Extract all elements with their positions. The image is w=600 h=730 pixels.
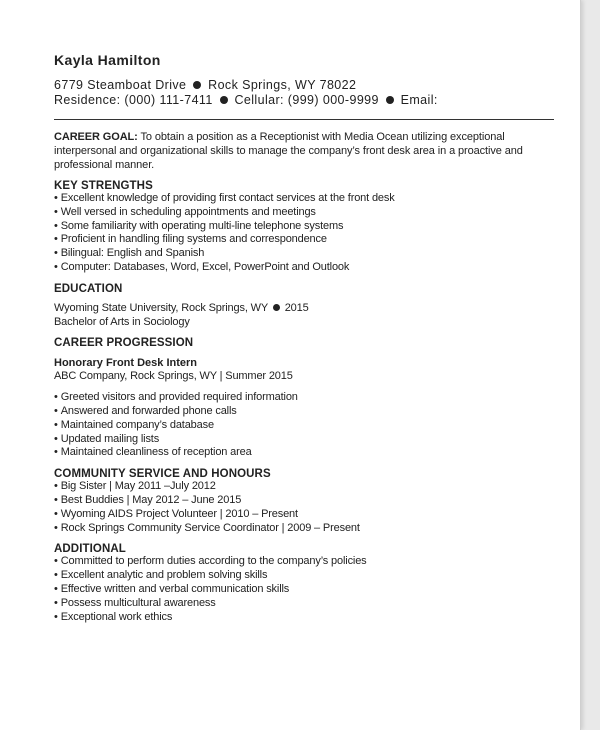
list-item: • Rock Springs Community Service Coordinator | 2009 – Present: [54, 521, 360, 534]
list-item: • Maintained company’s database: [54, 418, 214, 431]
address: 6779 Steamboat Drive: [54, 78, 187, 92]
key-strengths-heading: KEY STRENGTHS: [54, 180, 153, 192]
list-item: • Committed to perform duties according to the company’s policies: [54, 555, 367, 568]
career-progression-list: [54, 391, 554, 460]
list-item: • Exceptional work ethics: [54, 610, 173, 623]
list-item: • Greeted visitors and provided required information: [54, 391, 298, 404]
job-meta: ABC Company, Rock Springs, WY | Summer 2015: [54, 370, 293, 383]
career-goal-text: To obtain a position as a Receptionist with Media Ocean utilizing exceptional interpersonal and organizational skills to manage the company’s front desk area in a proactive and professional manner.: [54, 131, 523, 171]
applicant-name: Kayla Hamilton: [54, 52, 161, 68]
list-item: • Some familiarity with operating multi-line telephone systems: [54, 219, 344, 232]
list-item: • Wyoming AIDS Project Volunteer | 2010 – Present: [54, 507, 298, 520]
contact-line-2: [54, 93, 554, 108]
list-item: • Big Sister | May 2011 –July 2012: [54, 480, 216, 493]
job-title: Honorary Front Desk Intern: [54, 357, 198, 370]
community-list: [54, 480, 554, 535]
list-item: • Bilingual: English and Spanish: [54, 247, 205, 260]
key-strengths-list: [54, 192, 554, 275]
career-progression-section: [54, 337, 554, 460]
list-item: • Well versed in scheduling appointments and meetings: [54, 205, 316, 218]
divider: [54, 119, 554, 120]
cellular-phone: Cellular: (999) 000-9999: [234, 93, 379, 107]
community-heading: COMMUNITY SERVICE AND HONOURS: [54, 468, 271, 481]
list-item: • Computer: Databases, Word, Excel, PowerPoint and Outlook: [54, 260, 350, 273]
additional-list: [54, 555, 554, 624]
list-item: • Maintained cleanliness of reception area: [54, 446, 252, 459]
key-strengths-section: [54, 180, 554, 275]
list-item: • Excellent analytic and problem solving skills: [54, 569, 268, 582]
additional-section: [54, 543, 554, 624]
contact-line-1: [54, 78, 554, 93]
additional-heading: ADDITIONAL: [54, 543, 126, 556]
separator-dot-icon: [386, 96, 394, 104]
separator-dot-icon: [220, 96, 228, 104]
separator-dot-icon: [273, 304, 280, 311]
education-degree: Bachelor of Arts in Sociology: [54, 315, 190, 328]
career-goal: [54, 130, 554, 172]
education-section: [54, 283, 554, 330]
contact-block: [54, 78, 554, 108]
list-item: • Best Buddies | May 2012 – June 2015: [54, 493, 242, 506]
community-section: [54, 468, 554, 535]
list-item: • Updated mailing lists: [54, 432, 160, 445]
career-goal-label: CAREER GOAL:: [54, 131, 138, 143]
career-progression-heading: CAREER PROGRESSION: [54, 337, 194, 350]
resume-content: [54, 52, 554, 624]
education-school: Wyoming State University, Rock Springs, WY: [54, 301, 268, 314]
list-item: • Excellent knowledge of providing first contact services at the front desk: [54, 192, 395, 204]
list-item: • Answered and forwarded phone calls: [54, 404, 237, 417]
email: Email:: [400, 93, 438, 107]
city: Rock Springs, WY 78022: [208, 78, 357, 92]
education-heading: EDUCATION: [54, 282, 123, 295]
list-item: • Effective written and verbal communication skills: [54, 582, 290, 595]
list-item: • Possess multicultural awareness: [54, 596, 216, 609]
list-item: • Proficient in handling filing systems and correspondence: [54, 233, 327, 246]
residence-phone: Residence: (000) 111-7411: [54, 93, 213, 107]
separator-dot-icon: [193, 81, 201, 89]
education-year: 2015: [284, 301, 309, 314]
education-school-line: [54, 302, 554, 316]
